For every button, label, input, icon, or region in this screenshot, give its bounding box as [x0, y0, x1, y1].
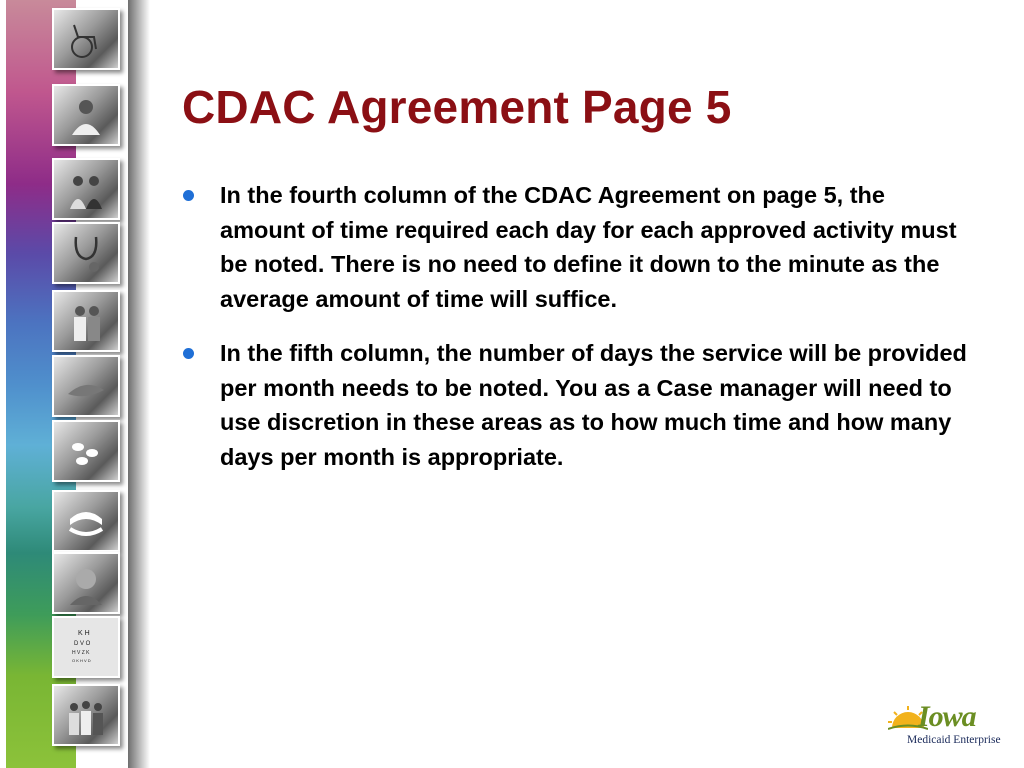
hands-photo [52, 355, 120, 417]
decorative-side-strip [0, 0, 150, 768]
logo-wordmark: Iowa [918, 700, 976, 733]
stethoscope-photo [52, 222, 120, 284]
wheelchair-photo [52, 8, 120, 70]
bullet-text: In the fourth column of the CDAC Agreement on page 5, the amount of time required each day for each approved activity must be noted. There is no need to define it down to the minute as the average amount of time will suffice. [220, 182, 957, 312]
svg-text:K H: K H [78, 630, 90, 637]
staff-photo [52, 158, 120, 220]
bullet-list [180, 178, 970, 494]
svg-text:H V Z K: H V Z K [72, 650, 90, 656]
svg-text:D V O: D V O [74, 641, 91, 647]
photo-column [52, 0, 122, 768]
nurses-photo [52, 290, 120, 352]
eye-chart-photo [52, 616, 120, 678]
team-photo [52, 684, 120, 746]
dentures-photo [52, 490, 120, 552]
iowa-medicaid-logo [888, 700, 1004, 752]
logo-subtitle: Medicaid Enterprise [907, 734, 1001, 746]
list-item [180, 336, 970, 474]
svg-text:O K H V D: O K H V D [72, 658, 91, 663]
pills-photo [52, 420, 120, 482]
elderly-photo [52, 552, 120, 614]
strip-shadow [128, 0, 150, 768]
list-item [180, 178, 970, 316]
bullet-dot-icon [183, 190, 194, 201]
doctor-photo [52, 84, 120, 146]
slide-title: CDAC Agreement Page 5 [182, 81, 732, 133]
bullet-dot-icon [183, 348, 194, 359]
bullet-text: In the fifth column, the number of days the service will be provided per month needs to be noted. You as a Case manager will need to use discretion in these areas as to how much time and how many days per month is appropriate. [220, 340, 967, 470]
